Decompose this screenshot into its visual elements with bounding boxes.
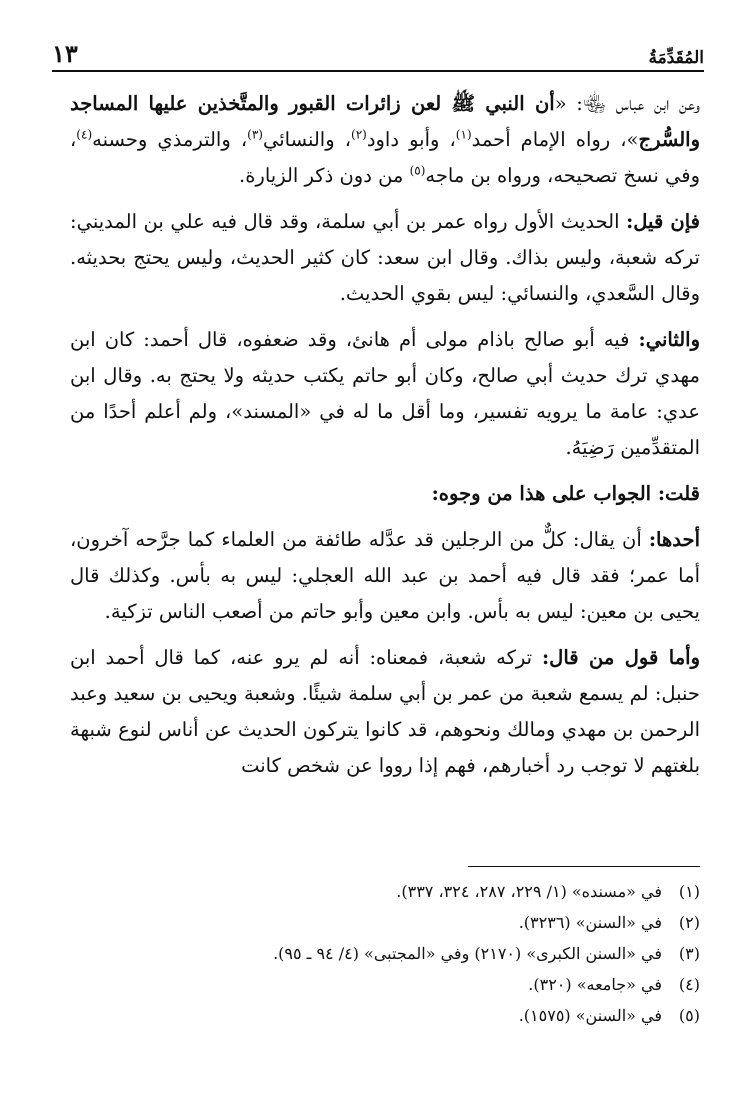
paragraph-shuba — [70, 640, 700, 784]
paragraph-lead: وأما قول من قال: — [541, 646, 700, 669]
running-head: المُقَدِّمَةُ — [648, 48, 704, 68]
footnote — [200, 1000, 700, 1031]
text-run: وعن ابن عباس ﵄: « — [554, 92, 701, 115]
paragraph-objection — [70, 204, 700, 312]
text-run: ، والترمذي وحسنه — [92, 128, 248, 151]
footnotes — [200, 876, 700, 1031]
paragraph-text: فيه أبو صالح باذام مولى أم هانئ، وقد ضعفوه، قال أحمد: كان ابن مهدي ترك حديث أبي صالح، وكان أبو حاتم يكتب حديثه ولا يحتج به. وقال ابن عدي: عامة ما يرويه تفسير، وما أقل ما له في «المسند»، ولم أعلم أحدًا من المتقدِّمين رَضِيَهُ. — [70, 328, 700, 459]
footnote-text: في «السنن» (١٥٧٥). — [518, 1006, 662, 1025]
footnote-text: في «السنن الكبرى» (٢١٧٠) وفي «المجتبى» (٤/ ٩٤ ـ ٩٥). — [273, 944, 662, 963]
paragraph-text: تركه شعبة، فمعناه: أنه لم يرو عنه، كما قال أحمد ابن حنبل: لم يسمع شعبة من عمر بن أبي سلمة شيئًا. وشعبة ويحيى بن سعيد وعبد الرحمن بن مهدي ومالك ونحوهم، قد كانوا يتركون الحديث عن أناس لنوع شبهة بلغتهم لا توجب رد أخبارهم، فهم إذا رووا عن شخص كانت — [70, 646, 700, 777]
footnote-number: (٤) — [678, 975, 700, 994]
footnote-text: في «السنن» (٣٢٣٦). — [518, 913, 662, 932]
paragraph-lead: أحدها: — [648, 528, 700, 551]
footnote-ref: (٥) — [409, 163, 426, 178]
footnote — [200, 969, 700, 1000]
footnote-text: في «مسنده» (١/ ٢٢٩، ٢٨٧، ٣٢٤، ٣٣٧). — [396, 882, 662, 901]
page-number: ١٣ — [52, 39, 78, 68]
paragraph-text: الحديث الأول رواه عمر بن أبي سلمة، وقد قال فيه علي بن المديني: تركه شعبة، وليس بذاك. وقال ابن سعد: كان كثير الحديث، وليس يحتج بحديثه. وقال السَّعدي، والنسائي: ليس بقوي الحديث. — [70, 210, 700, 305]
footnote-number: (١) — [678, 882, 700, 901]
footnote-number: (٥) — [678, 1006, 700, 1025]
footnote-ref: (١) — [455, 127, 472, 142]
text-run: ، والنسائي — [262, 128, 351, 151]
footnote-text: في «جامعه» (٣٢٠). — [528, 975, 662, 994]
paragraph-first-reply — [70, 522, 700, 630]
page-header — [52, 34, 704, 68]
footnote-ref: (٤) — [76, 127, 93, 142]
header-rule — [52, 70, 704, 72]
footnote-number: (٢) — [678, 913, 700, 932]
paragraph-hadith — [70, 86, 700, 194]
body-text — [70, 86, 700, 794]
footnote-ref: (٣) — [247, 127, 263, 142]
text-run: من دون ذكر الزيارة. — [239, 164, 410, 187]
footnote — [200, 938, 700, 969]
text-run: »، رواه الإمام أحمد — [471, 128, 639, 151]
paragraph-second — [70, 322, 700, 466]
footnote — [200, 907, 700, 938]
footnote — [200, 876, 700, 907]
hadith-text: أن النبي ﷺ لعن زائرات القبور والمتَّخذين عليها المساجد والسُّرج — [70, 92, 701, 151]
footnote-number: (٣) — [678, 944, 700, 963]
paragraph-text: أن يقال: كلٌّ من الرجلين قد عدَّله طائفة من العلماء كما جرَّحه آخرون، أما عمر؛ فقد قال فيه أحمد بن عبد الله العجلي: ليس به بأس. وكذلك قال يحيى بن معين: ليس به بأس. وابن معين وأبو حاتم من أصعب الناس تزكية. — [70, 528, 700, 623]
paragraph-answer-heading — [70, 476, 700, 512]
paragraph-lead: قلت: الجواب على هذا من وجوه: — [431, 482, 700, 505]
text-run: ، وأبو داود — [366, 128, 456, 151]
footnote-ref: (٢) — [351, 127, 367, 142]
paragraph-lead: والثاني: — [638, 328, 700, 351]
paragraph-lead: فإن قيل: — [626, 210, 700, 233]
footnote-rule — [468, 866, 700, 867]
text-run: ، وفي نسخ تصحيحه، ورواه بن ماجه — [70, 128, 700, 187]
